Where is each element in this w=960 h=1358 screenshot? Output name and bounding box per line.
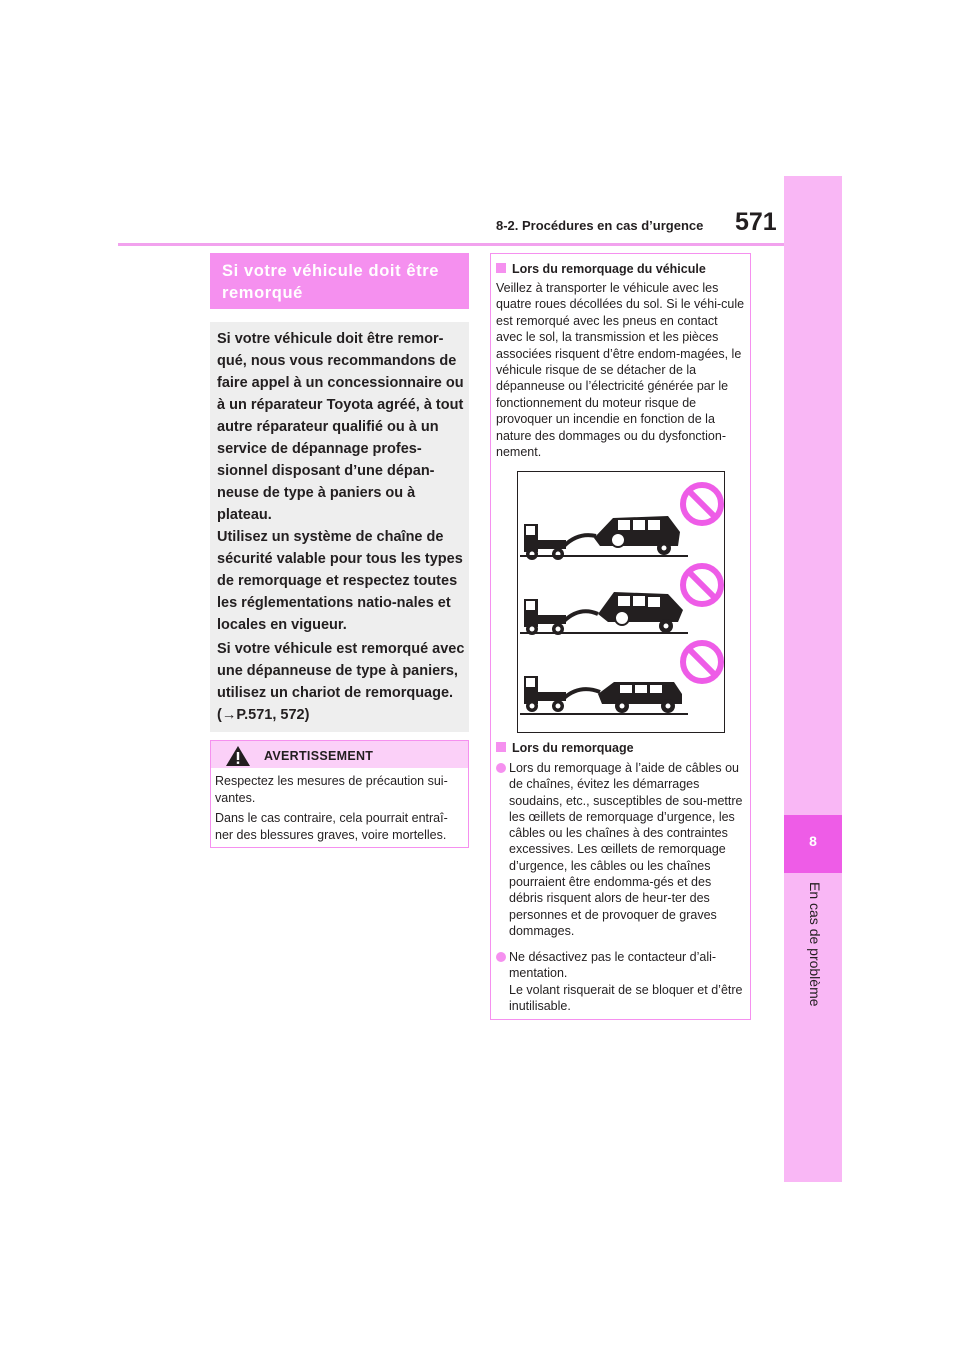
towing-heading <box>496 262 706 276</box>
prohibited-icon <box>683 566 721 604</box>
during-heading-text: Lors du remorquage <box>512 741 634 755</box>
square-bullet-icon <box>496 263 506 273</box>
towing-illustration <box>518 472 724 732</box>
towing-heading-text: Lors du remorquage du véhicule <box>512 262 706 276</box>
towing-paragraph: Veillez à transporter le véhicule avec les quatre roues décollées du sol. Si le véhi-cule est remorqué avec les pneus en contact avec le sol, la transmission et les pièces associées risquent d’être endom-magées, le véhicule risque de se détacher de la dépanneuse ou l’électricité générée par le fonctionnement du moteur risque de provoquer un incendie en fonction de la nature des dommages ou du dysfonction-nement. <box>496 281 745 460</box>
chapter-title: En cas de problème <box>807 882 823 1007</box>
prohibited-icon <box>683 485 721 523</box>
section-title: Si votre véhicule doit être remorqué <box>222 262 440 302</box>
tow-truck-icon <box>520 592 688 635</box>
header-section-title: 8-2. Procédures en cas d’urgence <box>496 218 704 233</box>
warning-paragraph: Dans le cas contraire, cela pourrait entraî-ner des blessures graves, voire mortelles. <box>215 811 448 842</box>
bullet-text: Lors du remorquage à l’aide de câbles ou de chaînes, évitez les démarrages soudains, etc., susceptibles de sou-mettre les œillets de remorquage d’urgence, les câbles ou les chaînes à des contraintes excessives. Les œillets de remorquage d’urgence, les câbles ou les chaînes pourraient être endomma-gés et des débris risquent alors de heur-ter des personnes et de provoquer de graves dommages. <box>509 761 743 938</box>
towing-figure <box>517 471 725 733</box>
tow-truck-icon <box>520 516 688 560</box>
warning-paragraph: Respectez les mesures de précaution sui-vantes. <box>215 774 448 805</box>
page-number: 571 <box>735 208 777 236</box>
prohibited-icon <box>683 643 721 681</box>
bullet-text: Ne désactivez pas le contacteur d’ali-mentation. Le volant risquerait de se bloquer et d’être inutilisable. <box>509 950 743 1013</box>
header-divider <box>118 243 784 246</box>
warning-title: AVERTISSEMENT <box>264 749 374 763</box>
tow-truck-icon <box>520 676 688 714</box>
during-towing-heading <box>496 741 634 755</box>
intro-paragraph: Si votre véhicule est remorqué avec une dépanneuse de type à paniers, utilisez un chariot de remorquage. (→P.571, 572) <box>217 641 465 723</box>
intro-paragraph: Utilisez un système de chaîne de sécurité valable pour tous les types de remorquage et respectez toutes les réglementations natio-nales et locales en vigueur. <box>217 529 463 633</box>
chapter-number: 8 <box>809 833 817 849</box>
circle-bullet-icon <box>496 763 506 773</box>
intro-paragraph: Si votre véhicule doit être remor-qué, nous vous recommandons de faire appel à un concessionnaire ou à un réparateur Toyota agréé, à tout autre réparateur qualifié ou à un service de dépannage profes-sionnel disposant d’une dépan-neuse de type à paniers ou à plateau. <box>217 331 464 523</box>
circle-bullet-icon <box>496 952 506 962</box>
square-bullet-icon <box>496 742 506 752</box>
warning-triangle-icon <box>225 745 251 767</box>
chapter-side-tab <box>784 176 842 1182</box>
